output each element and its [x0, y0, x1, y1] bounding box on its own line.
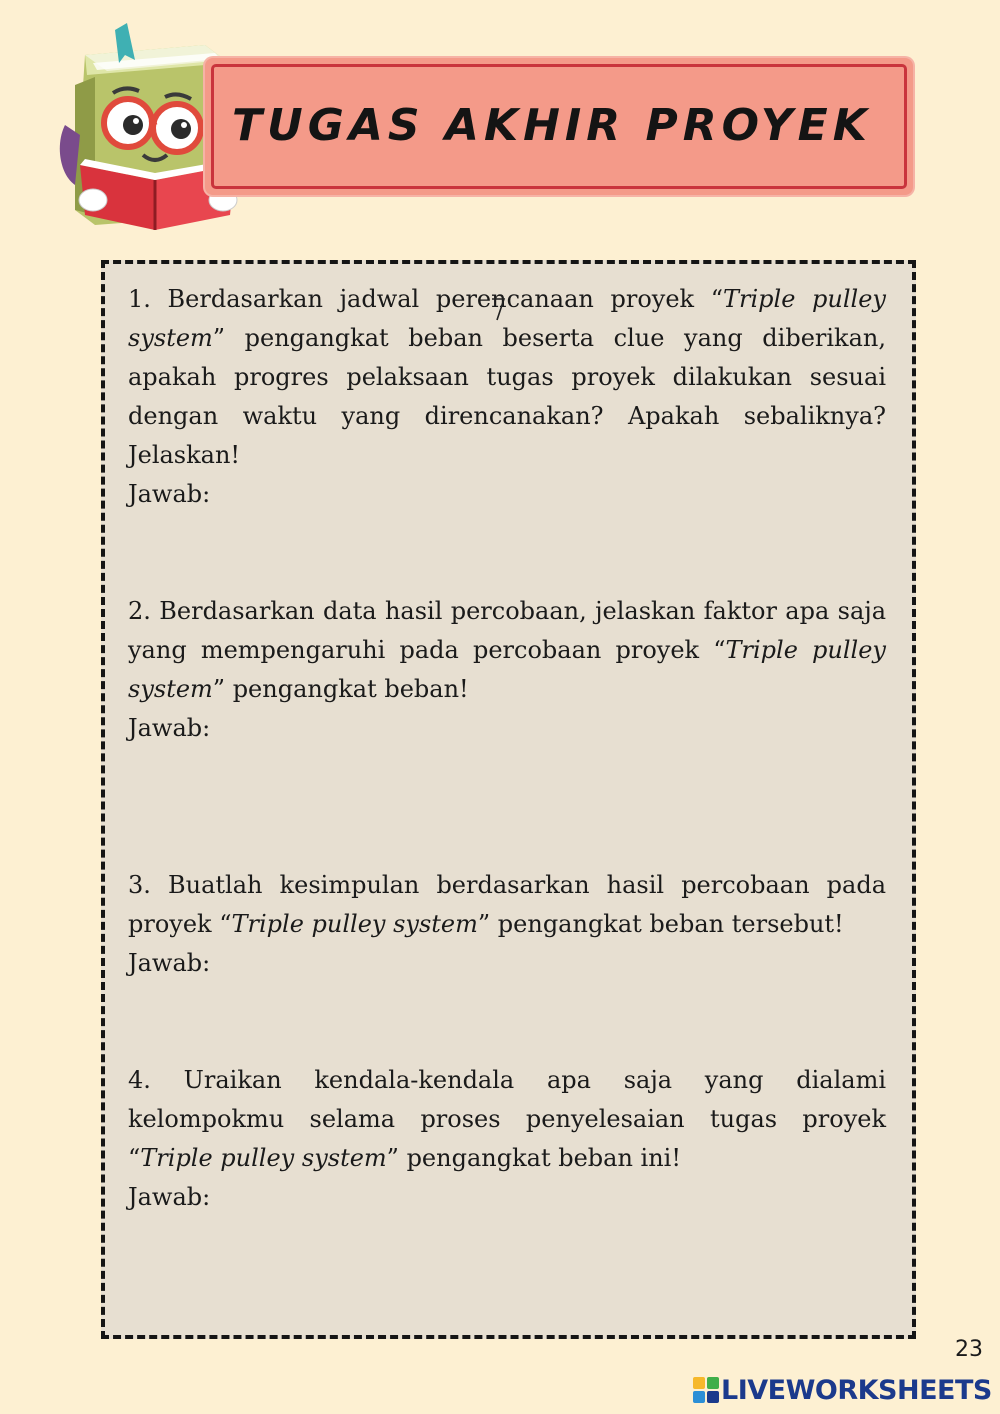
question-3-answer-label[interactable]: Jawab: [128, 949, 211, 977]
question-number: 2. [128, 597, 160, 625]
project-name-italic: Triple pulley system [140, 1144, 387, 1172]
page-title: TUGAS AKHIR PROYEK [232, 100, 872, 151]
question-2-answer-label[interactable]: Jawab: [128, 714, 211, 742]
project-name-italic: Triple pulley system [231, 910, 478, 938]
question-4-text [128, 1066, 886, 1172]
project-name-italic: Triple pulley system [128, 636, 886, 703]
question-number: 1. [128, 285, 168, 313]
liveworksheets-logo-icon [693, 1377, 719, 1403]
question-text-part: ” pengangkat beban beserta clue yang diberikan, apakah progres pelaksaan tugas proyek dilakukan sesuai dengan waktu yang direncanakan? Apakah sebaliknya? Jelaskan! [128, 324, 886, 469]
question-text-part: Buatlah kesimpulan berdasarkan hasil percobaan pada proyek “ [128, 871, 886, 938]
question-4-answer-label[interactable]: Jawab: [128, 1183, 211, 1211]
question-1-answer-label[interactable]: Jawab: [128, 480, 211, 508]
question-2-text [128, 597, 886, 703]
question-3-text [128, 871, 886, 938]
question-number: 3. [128, 871, 168, 899]
question-4 [128, 1061, 886, 1217]
question-text-part: ” pengangkat beban! [212, 675, 469, 703]
page-number: 23 [955, 1337, 983, 1362]
question-1 [128, 280, 886, 514]
question-number: 4. [128, 1066, 184, 1094]
question-1-text [128, 285, 886, 469]
question-2 [128, 592, 886, 748]
project-name-italic: Triple pulley system [128, 285, 886, 352]
question-text-part: Berdasarkan data hasil percobaan, jelaskan faktor apa saja yang mempengaruhi pada percobaan proyek “ [128, 597, 886, 664]
question-text-part: Berdasarkan jadwal perencanaan proyek “ [167, 285, 724, 313]
question-text-part: Uraikan kendala-kendala apa saja yang dialami kelompokmu selama proses penyelesaian tugas proyek “ [128, 1066, 887, 1172]
liveworksheets-brand: LIVEWORKSHEETS [721, 1374, 992, 1406]
question-3 [128, 866, 886, 983]
question-text-part: ” pengangkat beban tersebut! [477, 910, 844, 938]
question-text-part: ” pengangkat beban ini! [386, 1144, 681, 1172]
liveworksheets-logo[interactable] [693, 1373, 992, 1407]
text-cursor-mark-icon [490, 296, 506, 322]
